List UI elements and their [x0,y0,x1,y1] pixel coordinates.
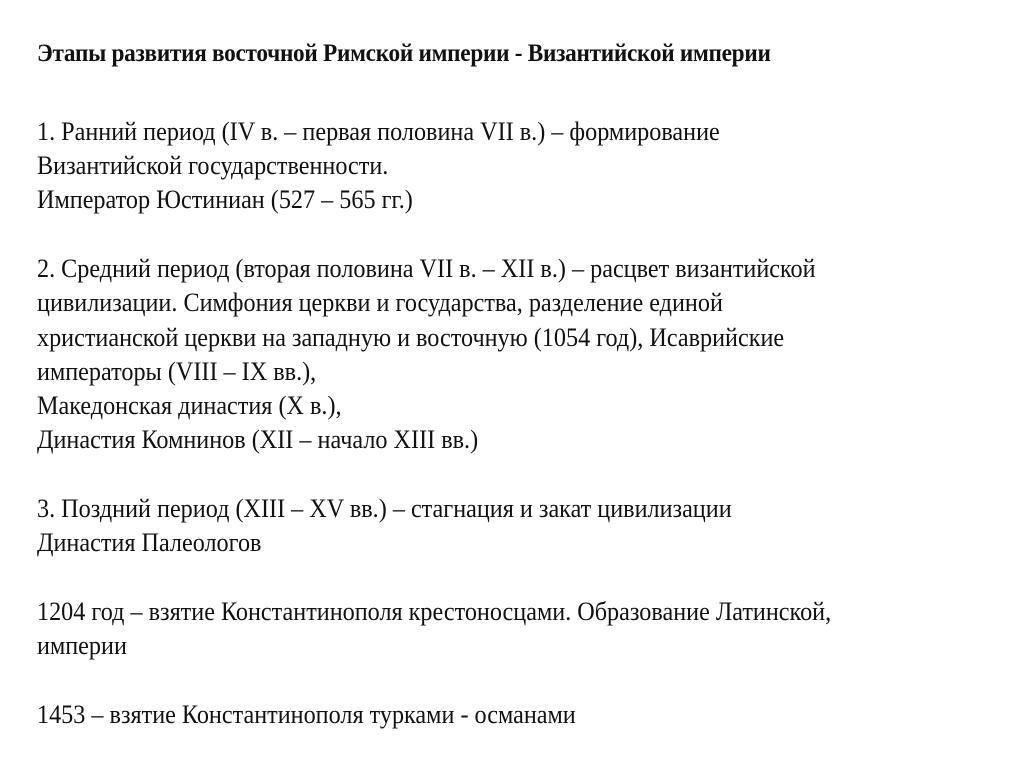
text-line: 1. Ранний период (IV в. – первая половина VII в.) – формирование [37,117,720,146]
text-line: цивилизации. Симфония церкви и государства, разделение единой [37,288,723,317]
text-line: Византийской государственности. [37,151,389,180]
text-line: 1204 год – взятие Константинополя крестоносцами. Образование Латинской, [37,597,832,626]
text-line: христианской церкви на западную и восточную (1054 год), Исаврийские [37,323,785,352]
text-line: 2. Средний период (вторая половина VII в. – XII в.) – расцвет византийской [37,254,816,283]
text-line: Династия Комнинов (XII – начало XIII вв.) [37,425,479,454]
text-line: 3. Поздний период (XIII – XV вв.) – стагнация и закат цивилизации [37,494,732,523]
text-line: Македонская династия (X в.), [37,391,342,420]
text-line: Император Юстиниан (527 – 565 гг.) [37,185,413,214]
text-line: 1453 – взятие Константинополя турками - османами [37,700,576,729]
text-line: императоры (VIII – IX вв.), [37,357,317,386]
text-line: Династия Палеологов [37,528,262,557]
text-line: империи [37,631,127,660]
slide-title: Этапы развития восточной Римской империи - Византийской империи [37,40,771,67]
